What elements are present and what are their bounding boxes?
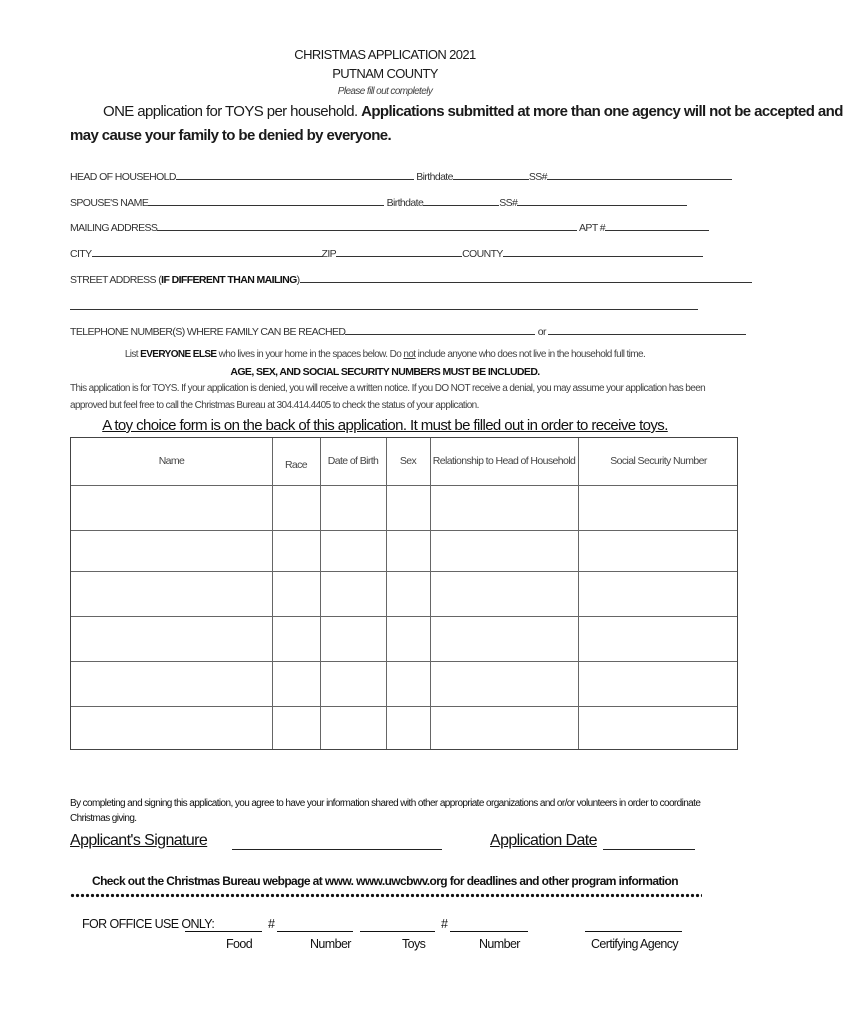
office-use-row (82, 917, 214, 931)
certifying-agency-field[interactable] (585, 931, 682, 932)
spouse-row (70, 195, 702, 209)
notice-line-2: approved but feel free to call the Christmas Bureau at 304.414.4405 to check the status of your application. (70, 400, 479, 411)
household-members-table (70, 437, 738, 750)
county-label: COUNTY (462, 248, 503, 260)
birthdate-label: Birthdate (386, 197, 424, 209)
zip-field[interactable] (336, 246, 462, 257)
city-row (70, 246, 702, 260)
street-row (70, 272, 702, 286)
column-header-ssn: Social Security Number (610, 455, 707, 467)
policy-line-2: may cause your family to be denied by everyone. (70, 127, 392, 144)
number-caption-2: Number (479, 937, 520, 951)
table-row[interactable] (71, 707, 739, 749)
street-address-field[interactable] (300, 272, 752, 283)
policy-part-1: ONE application for TOYS per household. (103, 103, 358, 120)
street-address-label: STREET ADDRESS ( (70, 274, 162, 286)
head-of-household-row (70, 169, 702, 183)
column-header-sex: Sex (399, 455, 417, 467)
spouse-birthdate-field[interactable] (423, 195, 499, 206)
toy-choice-notice: A toy choice form is on the back of this application. It must be filled out in order to receive toys. (102, 417, 668, 434)
column-header-relationship: Relationship to Head of Household (432, 455, 576, 467)
number-caption-1: Number (310, 937, 351, 951)
column-header-race: Race (284, 459, 308, 471)
form-title: CHRISTMAS APPLICATION 2021 (294, 47, 476, 62)
toys-number-field[interactable] (450, 931, 528, 932)
ss-label: SS# (528, 171, 547, 183)
telephone-row (70, 324, 702, 338)
consent-line-1: By completing and signing this application, you agree to have your information shared with other appropriate organizations and or/or volunteers in order to coordinate (70, 798, 701, 809)
toys-field[interactable] (360, 931, 435, 932)
food-caption: Food (226, 937, 253, 951)
birthdate-label: Birthdate (416, 171, 453, 183)
street-address-field-line-2[interactable] (70, 309, 698, 310)
apt-label: APT # (579, 222, 606, 234)
office-use-label: FOR OFFICE USE ONLY: (82, 917, 215, 931)
apt-field[interactable] (605, 220, 709, 231)
everyone-else: EVERYONE ELSE (140, 349, 217, 360)
notice-line-1: This application is for TOYS. If your application is denied, you will receive a written notice. If you DO NOT receive a denial, you may assume your application has been (70, 383, 706, 394)
ss-label: SS# (499, 197, 518, 209)
spouse-name-label: SPOUSE'S NAME (70, 197, 149, 209)
county-title: PUTNAM COUNTY (332, 66, 438, 81)
food-number-hash: # (268, 917, 275, 931)
head-birthdate-field[interactable] (453, 169, 529, 180)
column-header-dob: Date of Birth (327, 455, 379, 467)
required-info-note: AGE, SEX, AND SOCIAL SECURITY NUMBERS MUST BE INCLUDED. (230, 366, 540, 378)
webpage-note: Check out the Christmas Bureau webpage at www. www.uwcbwv.org for deadlines and other program information (92, 874, 678, 888)
head-of-household-field[interactable] (176, 169, 414, 180)
county-field[interactable] (503, 246, 703, 257)
telephone-field-1[interactable] (345, 324, 535, 335)
applicant-signature-label: Applicant's Signature (70, 832, 208, 849)
city-label: CITY (70, 248, 92, 260)
toys-caption: Toys (402, 937, 426, 951)
dotted-separator (70, 893, 702, 898)
spouse-name-field[interactable] (148, 195, 384, 206)
table-row[interactable] (71, 617, 739, 661)
head-ss-field[interactable] (547, 169, 732, 180)
table-row[interactable] (71, 531, 739, 571)
zip-label: ZIP (321, 248, 337, 260)
telephone-field-2[interactable] (548, 324, 746, 335)
applicant-signature-field[interactable] (232, 849, 442, 850)
household-instruction (0, 349, 770, 360)
column-header-name: Name (158, 455, 185, 467)
table-row[interactable] (71, 572, 739, 616)
policy-line-1 (103, 103, 843, 120)
list-word: List (124, 349, 138, 360)
head-of-household-label: HEAD OF HOUSEHOLD (70, 171, 176, 183)
toys-number-hash: # (441, 917, 448, 931)
fill-instruction: Please fill out completely (337, 86, 433, 97)
mailing-address-field[interactable] (157, 220, 577, 231)
telephone-label: TELEPHONE NUMBER(S) WHERE FAMILY CAN BE REACHED (70, 326, 346, 338)
consent-line-2: Christmas giving. (70, 813, 137, 824)
not-word: not (403, 349, 416, 360)
instruction-b: include anyone who does not live in the household full time. (417, 349, 646, 360)
street-address-qualifier: IF DIFFERENT THAN MAILING (161, 274, 297, 286)
table-row[interactable] (71, 662, 739, 706)
spouse-ss-field[interactable] (517, 195, 687, 206)
certifying-agency-caption: Certifying Agency (591, 937, 679, 951)
table-row[interactable] (71, 486, 739, 530)
food-number-field[interactable] (277, 931, 353, 932)
instruction-a: who lives in your home in the spaces below. Do (218, 349, 402, 360)
application-date-label: Application Date (490, 832, 597, 849)
mailing-row (70, 220, 702, 234)
policy-part-2: Applications submitted at more than one agency will not be accepted and (361, 103, 843, 120)
city-field[interactable] (92, 246, 322, 257)
application-date-field[interactable] (603, 849, 695, 850)
food-field[interactable] (185, 931, 262, 932)
street-address-close: ) (296, 274, 300, 286)
or-label: or (537, 326, 546, 338)
mailing-address-label: MAILING ADDRESS (70, 222, 158, 234)
